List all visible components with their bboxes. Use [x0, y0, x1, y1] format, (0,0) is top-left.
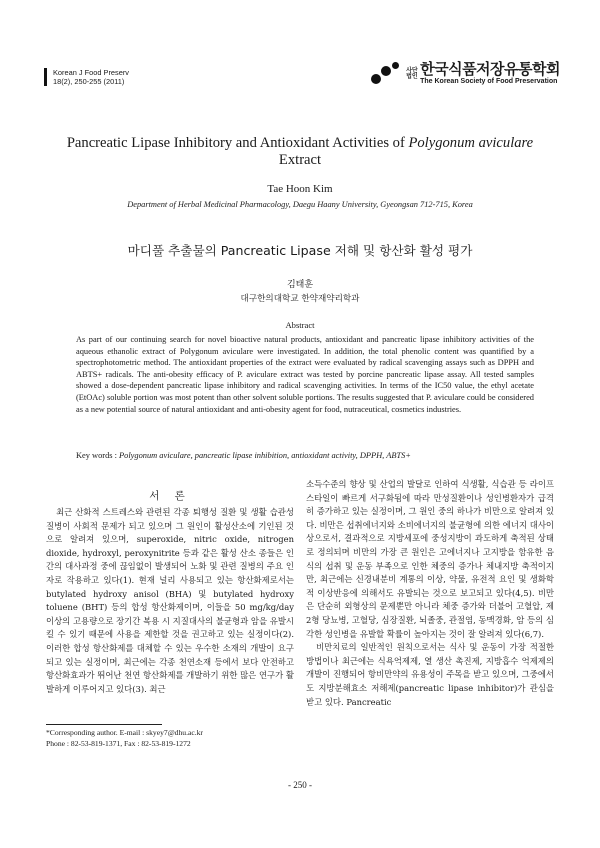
society-legal-label: 사단법인: [406, 67, 418, 80]
society-name-en: The Korean Society of Food Preservation: [420, 78, 558, 85]
author-affiliation: Department of Herbal Medicinal Pharmacology, Daegu Haany University, Gyeongsan 712-715, Korea: [127, 200, 473, 209]
intro-paragraph-2: 소득수준의 향상 및 산업의 발달로 인하여 식생활, 식습관 등 라이프스타일이 빠르게 서구화됨에 따라 만성질환이나 성인병환자가 급격히 증가하고 있는 실정이며, 그 원인 중의 하나가 비만으로 알려져 있다. 비만은 섭취에너지와 소비에너지의 불균형에 의한 에너지 대사이상으로서, 결과적으로 지방세포에 중성지방이 과도하게 축적된 상태로 정의되며 비만의 가장 큰 원인은 고에너지나 고지방을 함유한 음식의 섭취 및 운동 부족으로 인한 체중의 증가나 체내지방 축적이지만, 최근에는 신경내분비 계통의 이상, 약물, 유전적 요인 및 생화학적 이상반응에 의해서도 유발되는 것으로 보고되고 있다(4,5). 비만은 단순히 외형상의 문제뿐만 아니라 체중 증가와 더불어 고혈압, 제 2형 당뇨병, 고혈당, 심장질환, 뇌졸중, 관절염, 동맥경화, 암 등의 심각한 성인병을 유발할 확률이 높아지는 것이 잘 알려져 있다(6,7).: [306, 479, 554, 639]
journal-volume: 18(2), 250-255 (2011): [53, 77, 125, 86]
society-logo-icon: [371, 62, 403, 86]
keywords: [76, 450, 534, 461]
abstract-text: As part of our continuing search for novel bioactive natural products, antioxidant and pancreatic lipase inhibitory activities of the aqueous ethanolic extract of Polygonum aviculare were investigated. In addition, the total phenolic content was quantified by a spectrophotometric method. The antioxidant properties of the extract were evaluated by radical scavenging assays such as DPPH and ABTS+ radicals. The anti-obesity efficacy of P. aviculare extract was tested by porcine pancreatic lipase assay. All tested samples showed a dose-dependent pancreatic lipase inhibitory and radical scavenging activities. In terms of the IC50 value, the ethyl acetate (EtOAc) soluble portion was most potent than other solvent soluble portions. The results suggested that P. aviculare could be considered as a new potential source of natural antioxidant and anti-obesity agent for food, nutraceutical, cosmetics industries.: [76, 335, 534, 414]
intro-paragraph-1: 최근 산화적 스트레스와 관련된 각종 퇴행성 질환 및 생활 습관성 질병이 사회적 문제가 되고 있으며 그 원인이 활성산소에 기인된 것으로 알려져 있으며, superoxide, nitric oxide, nitrogen dioxide, hydroxyl, peroxynitrite 등과 같은 활성 산소 종들은 인간의 대사과정 중에 끊임없이 발생되어 노화 및 관련 질병의 주요 인자로 작용하고 있다(1). 현재 널리 사용되고 있는 항산화제로서는 butylated hydroxy anisol (BHA) 및 butylated hydroxy toluene (BHT) 등의 합성 항산화제이며, 이들을 50 mg/kg/day 이상의 고용량으로 장기간 복용 시 지질대사의 불균형과 암을 유발시킬 수 있기 때문에 사용을 제한할 것을 권고하고 있는 실정이다(2). 이러한 합성 항산화제를 대체할 수 있는 우수한 소재의 개발이 요구되고 있는 실정이며, 최근에는 각종 천연소재 등에서 보다 안전하고 항산화효과가 뛰어난 천연 항산화제를 개발하기 위한 많은 연구가 활발하게 이루어지고 있다(3). 최근: [46, 507, 294, 694]
society-logo-block: [371, 62, 560, 86]
page-number: - 250 -: [288, 780, 312, 790]
keywords-label: Key words :: [76, 451, 120, 460]
journal-citation: [44, 68, 129, 86]
author-affiliation-kr: 대구한의대학교 한약재약리학과: [240, 294, 360, 304]
footnote-phone: Phone : 82-53-819-1371, Fax : 82-53-819-1272: [46, 739, 191, 748]
footnote-rule: [46, 724, 162, 725]
body-column-right: [306, 478, 554, 709]
author-name: Tae Hoon Kim: [267, 183, 333, 195]
footnote-email: *Corresponding author. E-mail : skyey7@dhu.ac.kr: [46, 728, 203, 737]
corresponding-author-footnote: [46, 727, 306, 749]
paper-title-en: Pancreatic Lipase Inhibitory and Antioxidant Activities of Polygonum aviculare Extract: [66, 135, 534, 168]
abstract-heading: Abstract: [285, 320, 315, 330]
author-name-kr: 김태훈: [286, 280, 314, 290]
paper-title-kr: 마디풀 추출물의 Pancreatic Lipase 저해 및 항산화 활성 평가: [127, 243, 473, 258]
body-column-left: [46, 506, 294, 696]
journal-name: Korean J Food Preserv: [53, 68, 129, 77]
species-name: Polygonum aviculare: [408, 135, 534, 151]
society-name-kr: 한국식품저장유통학회: [420, 61, 560, 78]
keywords-list: Polygonum aviculare, pancreatic lipase inhibition, antioxidant activity, DPPH, ABTS+: [119, 451, 411, 460]
section-heading-introduction: 서 론: [149, 490, 191, 502]
intro-paragraph-3: 비만치료의 일반적인 원칙으로서는 식사 및 운동이 가장 적절한 방법이나 최근에는 식욕억제제, 열 생산 촉진제, 지방흡수 억제제의 개발이 진행되어 항비만약의 유용성이 주목을 받고 있으며, 그중에서도 지방분해효소 저해제(pancreatic lipase inhibitor)가 관심을 받고 있다. Pancreatic: [306, 642, 554, 707]
